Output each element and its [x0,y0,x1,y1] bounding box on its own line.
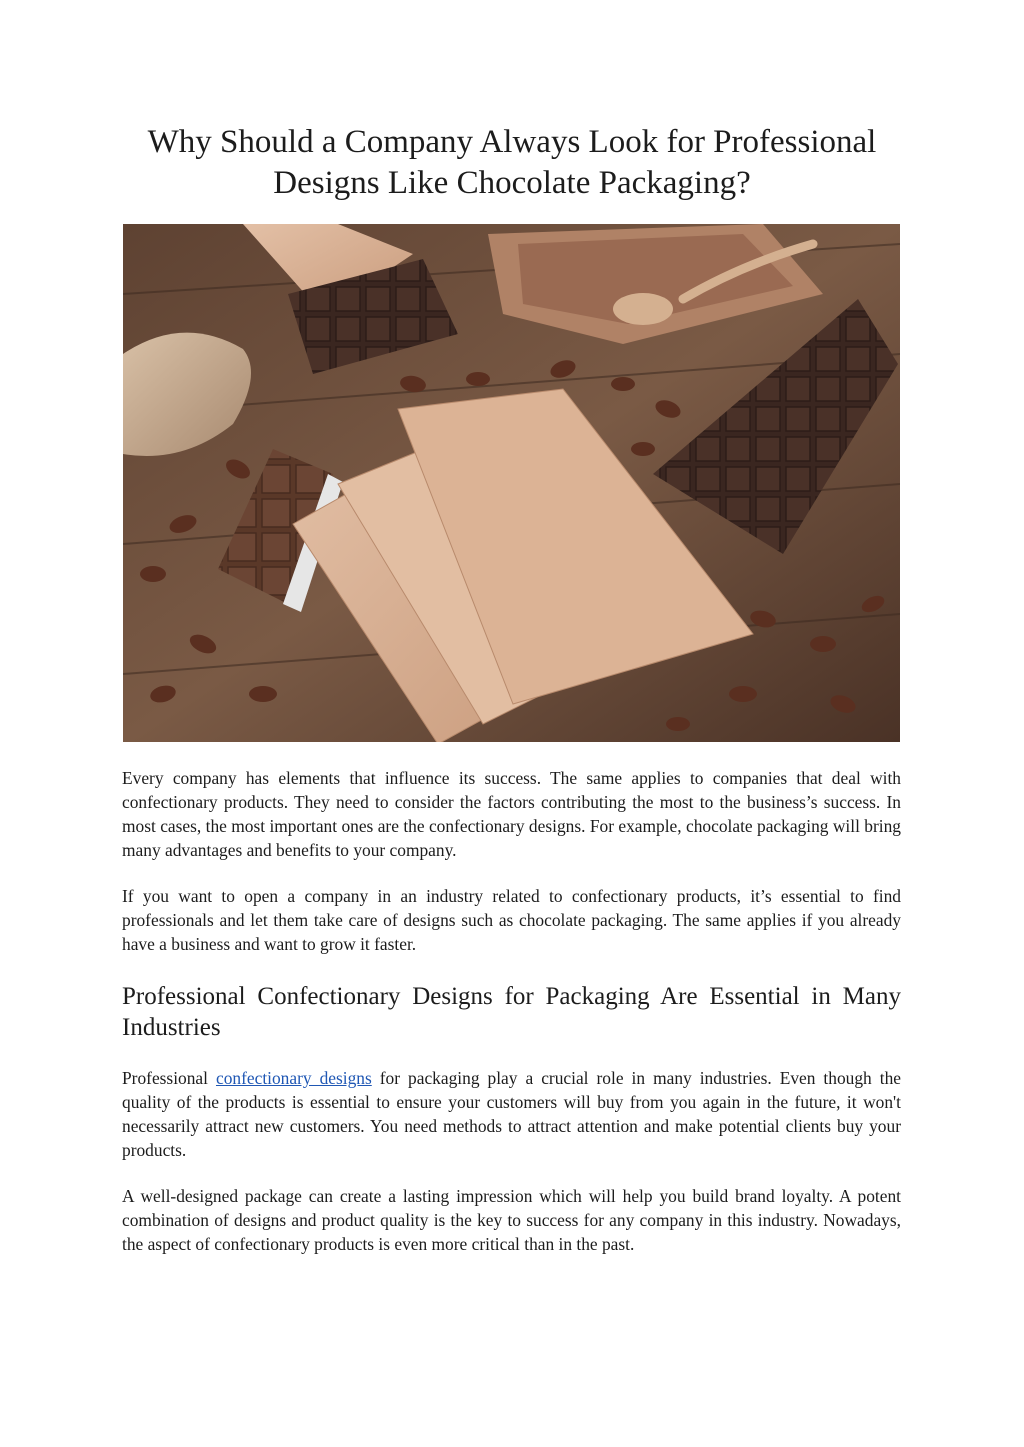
paragraph-brand-loyalty: A well-designed package can create a lasting impression which will help you build brand loyalty. A potent combination of designs and product quality is the key to success for any company in this industry. Nowadays, the aspect of confectionary products is even more critical than in the past. [122,1186,901,1254]
page-title: Why Should a Company Always Look for Professional Designs Like Chocolate Packaging? [147,124,877,201]
paragraph-text-after-link: for packaging play a crucial role in many industries. Even though the quality of the products is essential to ensure your customers will buy from you again in the future, it won't necessarily attract new customers. You need methods to attract attention and make potential clients buy your products. [122,1068,901,1160]
paragraph-intro: Every company has elements that influence its success. The same applies to companies that deal with confectionary products. They need to consider the factors contributing the most to the business’s success. In most cases, the most important ones are the confectionary designs. For example, chocolate packaging will bring many advantages and benefits to your company. [122,768,901,860]
chocolate-packaging-photo-icon [123,224,900,742]
paragraph-open-company: If you want to open a company in an industry related to confectionary products, it’s essential to find professionals and let them take care of designs such as chocolate packaging. The same applies if you already have a business and want to grow it faster. [122,886,901,954]
section-heading: Professional Confectionary Designs for Packaging Are Essential in Many Industries [122,983,901,1041]
paragraph-professional-designs [122,1066,901,1162]
hero-image [123,224,900,742]
confectionary-designs-link[interactable]: confectionary designs [215,1068,372,1088]
paragraph-text-before-link: Professional [122,1068,216,1088]
